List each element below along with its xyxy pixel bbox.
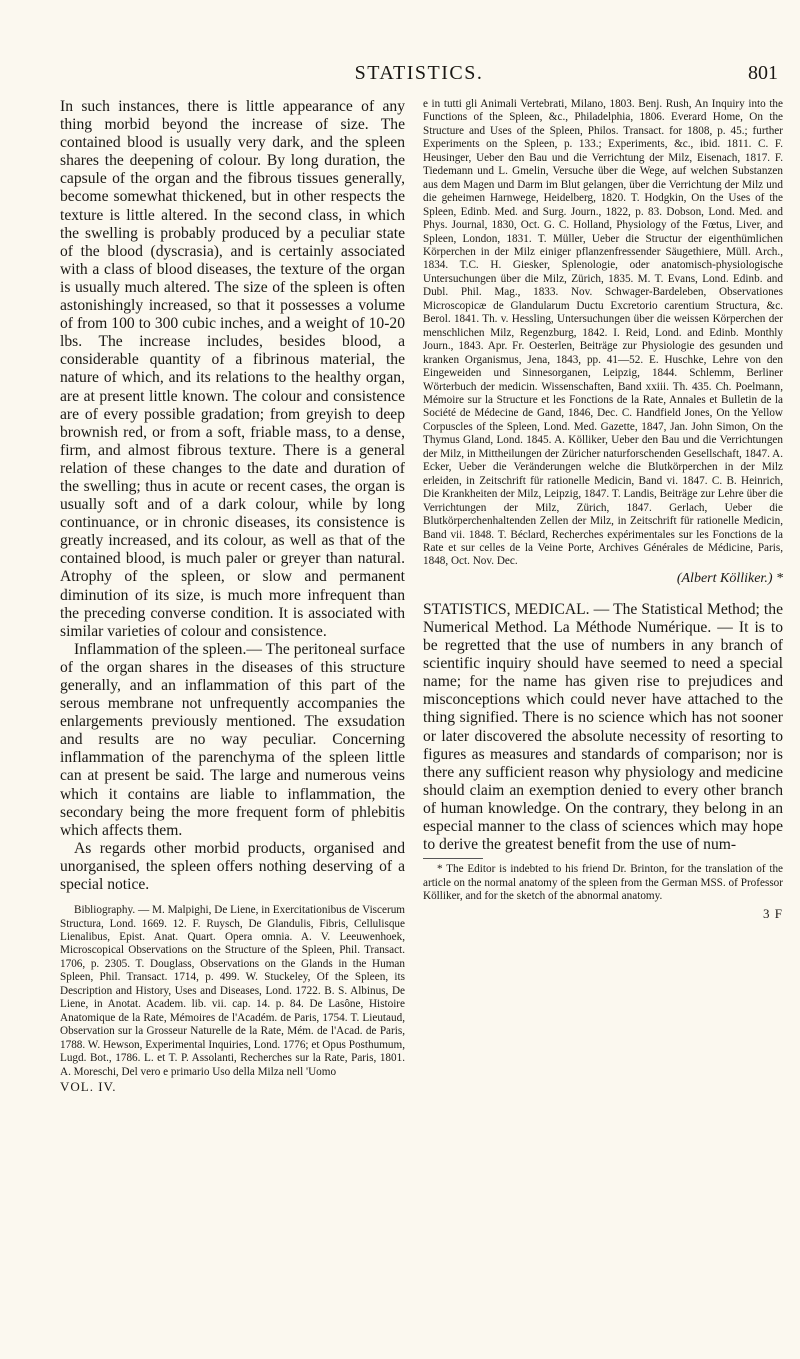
right-column xyxy=(423,98,783,1338)
paragraph-inflammation: Inflammation of the spleen.— The peritoneal surface of the organ shares in the diseases of this structure generally, and an inflammation of this part of the serous membrane not unfrequently accompanies the enlargements previously mentioned. The exsudation and results are no way peculiar. Concerning inflammation of the parenchyma of the spleen little can at present be said. The large and numerous veins which it contains are liable to inflammation, the secondary being the more frequent form of phlebitis which affects them. xyxy=(60,640,405,839)
volume-signature: VOL. IV. xyxy=(60,1079,117,1095)
page-header xyxy=(60,62,778,90)
running-title: STATISTICS. xyxy=(354,62,484,84)
left-column xyxy=(60,98,405,1338)
bibliography-continued: e in tutti gli Animali Vertebrati, Milano, 1803. Benj. Rush, An Inquiry into the Functions of the Spleen, &c., Philadelphia, 1806. Everard Home, On the Structure and Uses of the Spleen, Philos. Transact. for 1808, p. 45.; further Experiments on the Spleen, p. 133.; Experiments, &c., ibid. 1811. C. F. Heusinger, Ueber den Bau und die Verrichtung der Milz, Eisenach, 1817. F. Tiedemann und L. Gmelin, Versuche über die Wege, auf welchen Substanzen aus dem Magen und Darm im Blut gelangen, über die Verrichtung der Milz und die geheimen Harnwege, Heidelberg, 1820. T. Hodgkin, On the Uses of the Spleen, Edinb. Med. and Surg. Journ., 1822, p. 83. Dobson, Lond. Med. and Phys. Journal, 1830, Oct. G. C. Holland, Physiology of the Fœtus, Liver, and Spleen, London, 1831. T. Müller, Ueber die Structur der eigenthümlichen Körperchen in der Milz einiger pflanzenfressender Säugethiere, Müll. Arch., 1834. T.C. H. Giesker, Splenologie, oder anatomisch-physiologische Untersuchungen über die Milz, Zürich, 1835. M. T. Evans, Lond. Edinb. and Dubl. Phil. Mag., 1833. Nov. Schwager-Bardeleben, Observationes Microscopicæ de Glandularum Ductu Excretorio carentium Structura, &c. Berol. 1841. Th. v. Hessling, Untersuchungen über die weissen Körperchen der menschlichen Milz, Regenzburg, 1842. I. Reid, Lond. and Edinb. Monthly Journ., 1843. Apr. Fr. Oesterlen, Beiträge zur Physiologie des gesunden und kranken Organismus, Jena, 1843, pp. 41—52. E. Huschke, Lehre von den Eingeweiden und Sinnesorganen, Leipzig, 1844. Schlemm, Berliner Wörterbuch der medicin. Wissenschaften, Band xxiii. Th. 435. Ch. Poelmann, Mémoire sur la Structure et les Fonctions de la Rate, Annales et Bulletin de la Société de Médecine de Gand, 1846, Dec. C. Handfield Jones, On the Yellow Corpuscles of the Spleen, Lond. Med. Gazette, 1847, Jan. John Simon, On the Thymus Gland, Lond. 1845. A. Kölliker, Ueber den Bau und die Verrichtungen der Milz, in Mittheilungen der Züricher naturforschenden Gesellschaft, 1847. A. Ecker, Ueber die Veränderungen welche die Blutkörperchen in der Milz erleiden, in Zeitschrift für rationelle Medicin, Band vi. 1847. C. B. Heinrich, Die Krankheiten der Milz, Leipzig, 1847. T. Landis, Beiträge zur Lehre über die Verrichtungen der Milz, Zürich, 1847. Gerlach, Ueber die Blutkörperchenhaltenden Zellen der Milz, in Zeitschrift für rationelle Medicin, Band vii. 1848. T. Béclard, Recherches expérimentales sur les Fonctions de la Rate et sur celles de la Veine Porte, Archives Générales de Médicine, Paris, 1848, Oct. Nov. Dec. xyxy=(423,98,783,568)
bibliography: Bibliography. — M. Malpighi, De Liene, in Exercitationibus de Viscerum Structura, Lond. 1669. 12. F. Ruysch, De Glandulis, Fibris, Cellulisque Lienalibus, Epist. Anat. Quart. Opera omnia. A. V. Leeuwenhoek, Microscopical Observations on the Structure of the Spleen, Phil. Transact. 1706, p. 2305. T. Douglass, Observations on the Glands in the Human Spleen, Phil. Transact. 1714, p. 499. W. Stuckeley, Of the Spleen, its Description and History, Uses and Diseases, Lond. 1722. B. S. Albinus, De Liene, in Anotat. Academ. lib. vii. cap. 14. p. 84. De Lasône, Histoire Anatomique de la Rate, Mémoires de l'Académ. de Paris, 1754. T. Lieutaud, Observation sur la Grosseur Naturelle de la Rate, Mém. de l'Acad. de Paris, 1788. W. Hewson, Experimental Inquiries, Lond. 1776; et Opus Posthumum, Lugd. Bot., 1786. L. et T. P. Assolanti, Recherches sur la Rate, Paris, 1801. A. Moreschi, Del vero e primario Uso della Milza nell 'Uomo xyxy=(60,904,405,1078)
page-number: 801 xyxy=(748,62,778,84)
paragraph-morbid-products: As regards other morbid products, organised and unorganised, the spleen offers nothing deserving of a special notice. xyxy=(60,839,405,894)
statistics-article-intro: STATISTICS, MEDICAL. — The Statistical Method; the Numerical Method. La Méthode Numérique. — It is to be regretted that the use of numbers in any branch of scientific inquiry should have seemed to need a special name; for the name has given rise to prejudices and misconceptions which could never have attached to the thing signified. There is no science which has not sooner or later discovered the absolute necessity of resorting to figures as measures and standards of comparison; nor is there any sufficient reason why physiology and medicine should claim an exemption denied to every other branch of human knowledge. On the contrary, they belong in an especial manner to the class of sciences which may hope to derive the greatest benefit from the use of num- xyxy=(423,600,783,854)
sheet-signature: 3 F xyxy=(763,905,783,921)
paragraph-enlargement: In such instances, there is little appearance of any thing morbid beyond the increase of size. The contained blood is usually very dark, and the spleen shares the deepening of colour. By long duration, the capsule of the organ and the fibrous tissues generally, become somewhat thickened, but in other respects the texture is little altered. In the second class, in which the swelling is probably produced by a peculiar state of the blood (dyscrasia), and is certainly associated with a class of blood diseases, the texture of the organ is usually much altered. The size of the spleen is often astonishingly increased, so that it possesses a volume of from 100 to 300 cubic inches, and a weight of 10-20 lbs. The increase includes, besides blood, a considerable quantity of a fibrinous material, the nature of which, and its relations to the healthy organ, are at present little known. The colour and consistence are of every possible gradation; from greyish to deep brownish red, or from a soft, friable mass, to a dense, firm, and almost fibrous texture. There is a general relation of these changes to the date and duration of the swelling; thus in acute or recent cases, the organ is usually soft and of a dark colour, while by long continuance, or in chronic diseases, its consistence is greatly increased, and its colour, as well as that of the contained blood, is much paler or greyer than natural. Atrophy of the spleen, or slow and permanent diminution of its size, is much more infrequent than the preceding converse condition. It is associated with similar varieties of colour and consistence. xyxy=(60,98,405,640)
footnote: * The Editor is indebted to his friend Dr. Brinton, for the translation of the article on the normal anatomy of the spleen from the German MSS. of Professor Kölliker, and for the sketch of the abnormal anatomy. xyxy=(423,863,783,903)
article-author: (Albert Kölliker.) * xyxy=(676,570,783,586)
footnote-divider xyxy=(423,858,483,859)
